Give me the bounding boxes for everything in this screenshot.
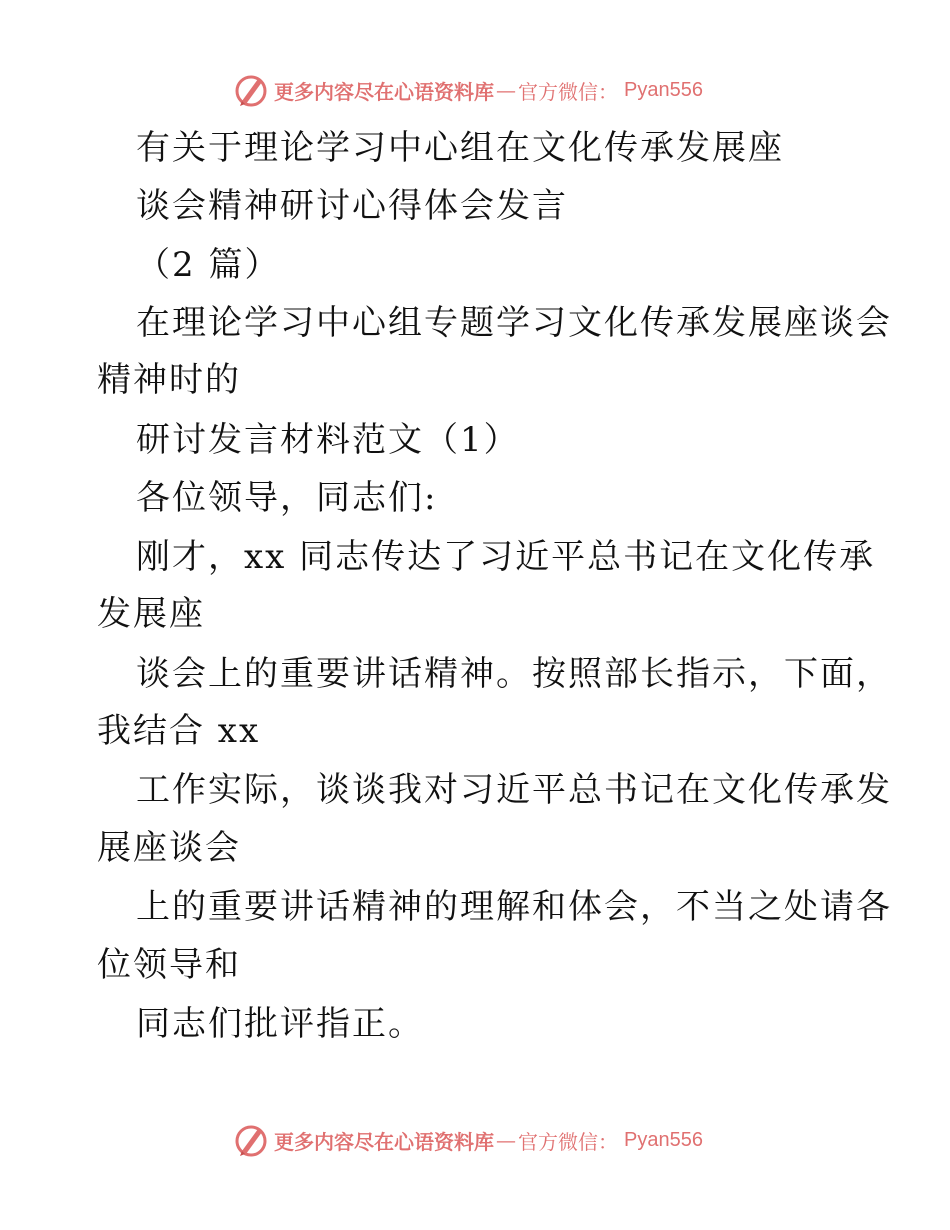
body-line: 刚才，xx 同志传达了习近平总书记在文化传承 (136, 537, 876, 577)
title-line-2: 谈会精神研讨心得体会发言 (136, 186, 568, 226)
body-line: 我结合 xx (97, 711, 261, 751)
body-line: 展座谈会 (97, 828, 241, 868)
body-line: 在理论学习中心组专题学习文化传承发展座谈会 (136, 303, 892, 343)
body-line: 位领导和 (97, 945, 241, 985)
banner-wechat-handle: Pyan556 (624, 1128, 703, 1151)
banner-separator: — (496, 1128, 516, 1152)
title-line-3: （2 篇） (136, 245, 281, 285)
banner-site-name: 更多内容尽在心语资料库 (274, 1129, 494, 1154)
title-line-1: 有关于理论学习中心组在文化传承发展座 (136, 128, 784, 168)
banner-wechat-label: 官方微信： (518, 79, 618, 104)
body-line: 各位领导，同志们: (136, 478, 438, 518)
body-line: 精神时的 (97, 360, 241, 400)
body-line: 谈会上的重要讲话精神。按照部长指示，下面， (136, 654, 892, 694)
body-line: 工作实际，谈谈我对习近平总书记在文化传承发 (136, 770, 892, 810)
body-line: 上的重要讲话精神的理解和体会，不当之处请各 (136, 887, 892, 927)
footer-banner (232, 1120, 703, 1160)
body-line: 同志们批评指正。 (136, 1004, 424, 1044)
banner-wechat-label: 官方微信： (518, 1129, 618, 1154)
pen-logo-icon (232, 1121, 270, 1159)
banner-separator: — (496, 78, 516, 102)
body-line: 发展座 (97, 594, 205, 634)
banner-site-name: 更多内容尽在心语资料库 (274, 79, 494, 104)
banner-wechat-handle: Pyan556 (624, 78, 703, 101)
body-line: 研讨发言材料范文（1） (136, 420, 520, 460)
